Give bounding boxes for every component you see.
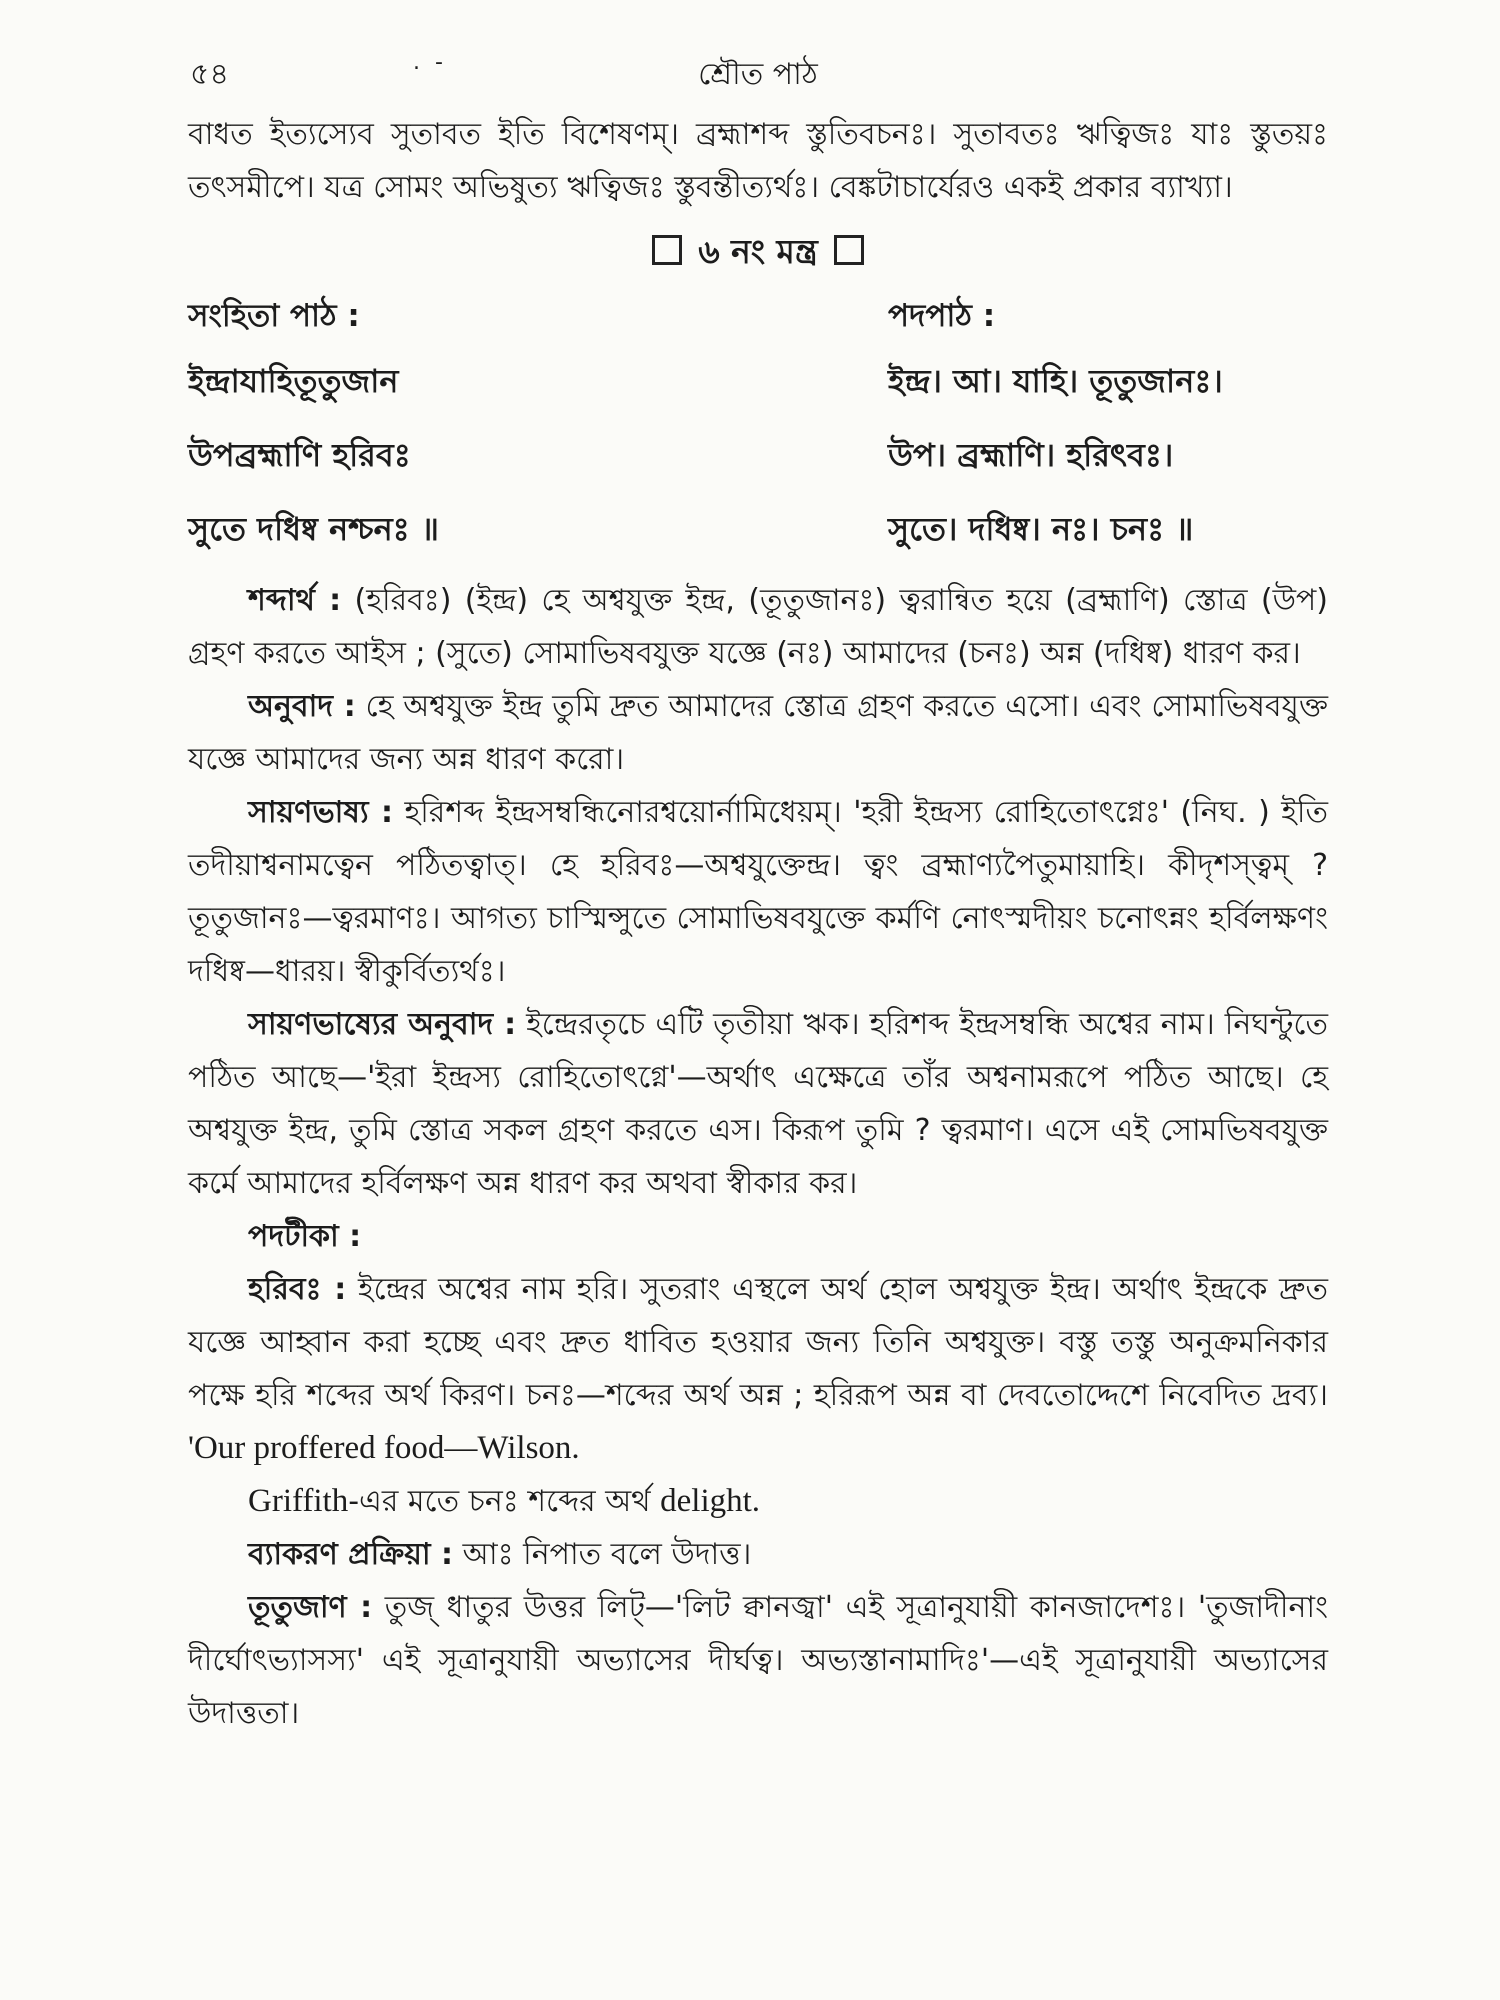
samhita-column (188, 288, 748, 566)
sayana-anubad-text: ইন্দ্রেরতৃচে এটি তৃতীয়া ঋক। হরিশব্দ ইন্দ্রসম্বন্ধি অশ্বের নাম। নিঘন্টুতে পঠিত আছে—'ইরা ইন্দ্রস্য রোহিতোৎগ্নে'—অর্থাৎ এক্ষেত্রে তাঁর অশ্বনামরূপে পঠিত আছে। হে অশ্বযুক্ত ইন্দ্র, তুমি স্তোত্র সকল গ্রহণ করতে এস। কিরূপ তুমি ? ত্বরমাণ। এসে এই সোমভিষবযুক্ত কর্মে আমাদের হর্বিলক্ষণ অন্ন ধারণ কর অথবা স্বীকার কর। (188, 1007, 1328, 1201)
sayanabhashya-paragraph (188, 786, 1328, 998)
griffith-name: Griffith (248, 1483, 349, 1519)
running-title: শ্রৌত পাঠ (698, 57, 818, 92)
samhita-title: সংহিতা পাঠ : (188, 298, 360, 334)
samhita-line: সুতে দধিষ্ব নশ্চনঃ ॥ (188, 510, 439, 548)
intro-paragraph: বাধত ইত্যস্যেব সুতাবত ইতি বিশেষণম্। ব্রহ্মাশব্দ স্তুতিবচনঃ। সুতাবতঃ ঋত্বিজঃ যাঃ স্তুতয়ঃ তৎসমীপে। যত্র সোমং অভিষুত্য ঋত্বিজঃ স্তুবন্তীত্যর্থঃ। বেঙ্কটাচার্যেরও একই প্রকার ব্যাখ্যা। (188, 117, 1328, 205)
haribah-label: হরিবঃ : (248, 1272, 347, 1307)
griffith-paragraph (188, 1475, 1328, 1528)
mantra-heading-text: ৬ নং মন্ত্র (698, 232, 818, 271)
anubad-text: হে অশ্বযুক্ত ইন্দ্র তুমি দ্রুত আমাদের স্তোত্র গ্রহণ করতে এসো। এবং সোমাভিষবযুক্ত যজ্ঞে আমাদের জন্য অন্ন ধারণ করো। (188, 689, 1328, 777)
samhita-line: উপব্রহ্মাণি হরিবঃ (188, 436, 411, 474)
wilson-quote: 'Our proffered food—Wilson. (188, 1430, 580, 1466)
shabdartha-label: শব্দার্থ : (248, 583, 342, 618)
byakaran-paragraph (188, 1528, 1328, 1581)
byakaran-text: আঃ নিপাত বলে উদাত্ত। (462, 1537, 752, 1572)
shabdartha-text: (হরিবঃ) (ইন্দ্র) হে অশ্বযুক্ত ইন্দ্র, (তূতুজানঃ) ত্বরান্বিত হয়ে (ব্রহ্মাণি) স্তোত্র (উপ) গ্রহণ করতে আইস ; (সুতে) সোমাভিষবযুক্ত যজ্ঞে (নঃ) আমাদের (চনঃ) অন্ন (দধিষ্ব) ধারণ কর। (188, 583, 1329, 671)
verse-columns (188, 288, 1328, 566)
padapatha-line: সুতে। দধিষ্ব। নঃ। চনঃ ॥ (888, 510, 1194, 548)
page (188, 40, 1328, 1740)
padapatha-title: পদপাঠ : (888, 298, 996, 334)
tutujan-paragraph (188, 1581, 1328, 1740)
tutujan-label: তূতুজাণ : (248, 1590, 373, 1625)
griffith-text: -এর মতে চনঃ শব্দের অর্থ (348, 1484, 651, 1519)
page-header (188, 40, 1328, 100)
shabdartha-paragraph (188, 574, 1328, 680)
padapatha-line: উপ। ব্রহ্মাণি। হরিৎবঃ। (888, 436, 1174, 474)
square-bullet-icon (652, 235, 682, 265)
padatika-heading: পদটীকা : (248, 1219, 362, 1254)
sayana-anubad-label: সায়ণভাষ্যের অনুবাদ : (248, 1007, 517, 1042)
tutujan-text: তুজ্ ধাতুর উত্তর লিট্—'লিট ক্বানজ্বা' এই সূত্রানুযায়ী কানজাদেশঃ। 'তুজাদীনাং দীর্ঘোৎভ্যাসস্য' এই সূত্রানুযায়ী অভ্যাসের দীর্ঘত্ব। অভ্যস্তানামাদিঃ'—এই সূত্রানুযায়ী অভ্যাসের উদাত্ততা। (188, 1590, 1328, 1731)
anubad-label: অনুবাদ : (248, 689, 356, 724)
byakaran-label: ব্যাকরণ প্রক্রিয়া : (248, 1537, 454, 1572)
griffith-word: delight. (660, 1483, 761, 1519)
padapatha-column (888, 288, 1328, 566)
square-bullet-icon (834, 235, 864, 265)
sayanabhashya-label: সায়ণভাষ্য : (248, 795, 393, 830)
haribah-paragraph (188, 1263, 1328, 1475)
page-number: ৫৪ (190, 57, 229, 92)
padapatha-line: ইন্দ্র। আ। যাহি। তূতুজানঃ। (888, 362, 1223, 400)
anubad-paragraph (188, 680, 1328, 786)
mantra-heading (188, 224, 1328, 280)
samhita-line: ইন্দ্রাযাহিতূতুজান (188, 362, 399, 400)
haribah-text: ইন্দ্রের অশ্বের নাম হরি। সুতরাং এস্থলে অর্থ হোল অশ্বযুক্ত ইন্দ্র। অর্থাৎ ইন্দ্রকে দ্রুত যজ্ঞে আহ্বান করা হচ্ছে এবং দ্রুত ধাবিত হওয়ার জন্য তিনি অশ্বযুক্ত। বস্তু তস্তু অনুক্রমনিকার পক্ষে হরি শব্দের অর্থ কিরণ। চনঃ—শব্দের অর্থ অন্ন ; হরিরূপ অন্ন বা দেবতোদ্দেশে নিবেদিত দ্রব্য। (188, 1272, 1328, 1413)
speck-marks: . - (413, 50, 447, 75)
sayana-anubad-paragraph (188, 998, 1328, 1210)
sayanabhashya-text: হরিশব্দ ইন্দ্রসম্বন্ধিনোরশ্বয়োর্নামিধেয়ম্। 'হরী ইন্দ্রস্য রোহিতোৎগ্নেঃ' (নিঘ. ) ইতি তদীয়াশ্বনামত্বেন পঠিতত্বাত্। হে হরিবঃ—অশ্বযুক্তেন্দ্র। ত্বং ব্রহ্মাণ্যপৈতুমায়াহি। কীদৃশস্ত্বম্ ? তূতুজানঃ—ত্বরমাণঃ। আগত্য চাস্মিন্সুতে সোমাভিষবযুক্তে কর্মণি নোৎস্মদীয়ং চনোৎন্নং হর্বিলক্ষণং দধিষ্ব—ধারয়। স্বীকুর্বিত্যর্থঃ। (188, 795, 1328, 989)
